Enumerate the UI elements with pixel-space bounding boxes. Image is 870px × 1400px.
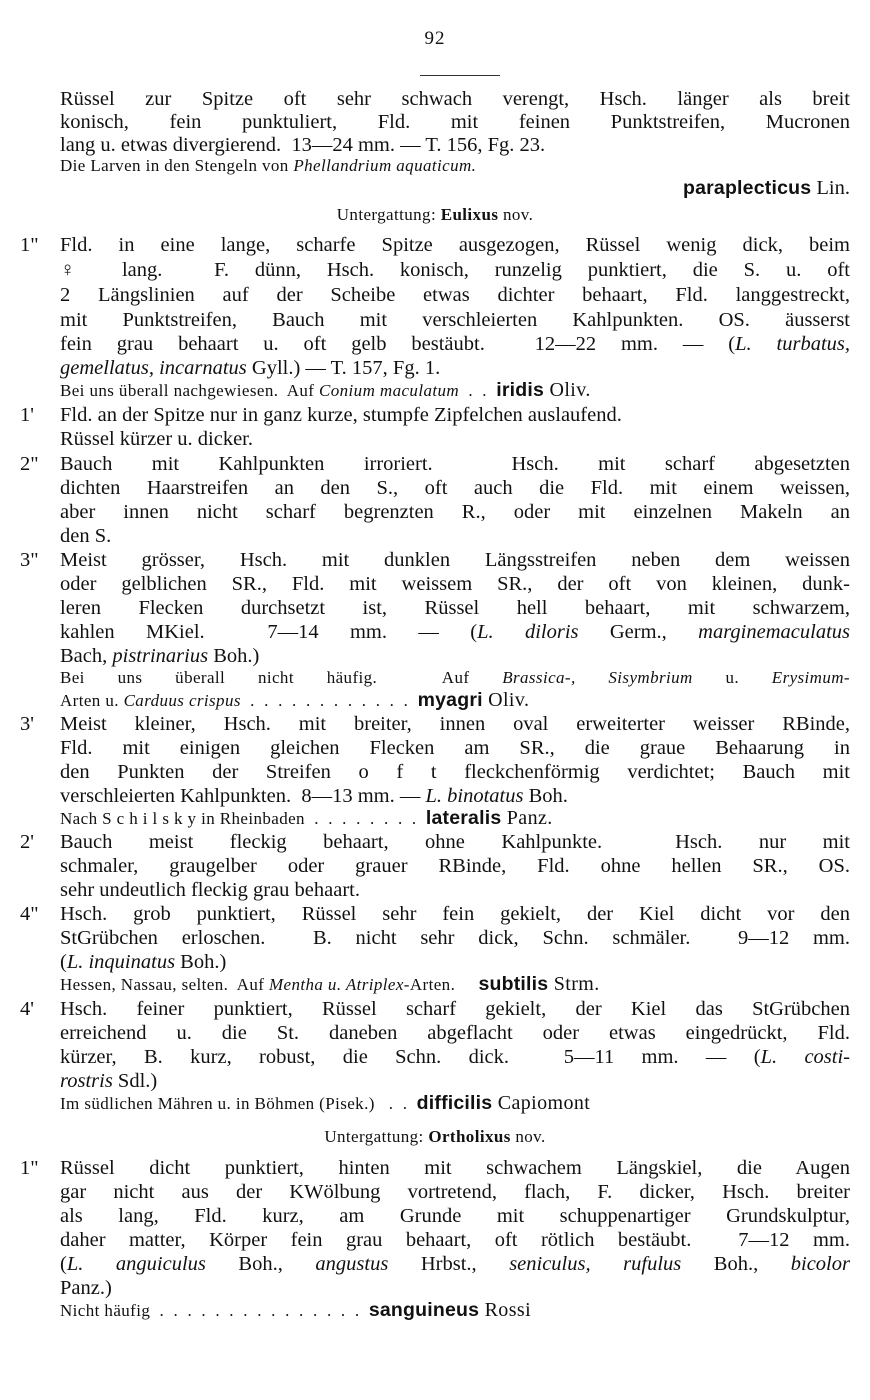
species-name: subtilis xyxy=(478,973,549,995)
text-line: konisch, fein punktuliert, Fld. mit feinen Punktstreifen, Mucronen xyxy=(60,111,850,133)
couplet-number: 1' xyxy=(20,404,34,426)
text-line: schmaler, graugelber oder grauer RBinde, Fld. ohne hellen SR., OS. xyxy=(60,855,850,877)
text-line: Bauch meist fleckig behaart, ohne Kahlpunkte. Hsch. nur mit xyxy=(60,831,850,853)
text-line: erreichend u. die St. daneben abgeflacht oder etwas eingedrückt, Fld. xyxy=(60,1022,850,1044)
subgenus-heading: Untergattung: Ortholixus nov. xyxy=(324,1127,546,1146)
subgenus-heading: Untergattung: Eulixus nov. xyxy=(336,205,534,224)
couplet-number: 4" xyxy=(20,903,39,925)
species-name: sanguineus xyxy=(368,1299,480,1321)
species-line: Bei uns überall nachgewiesen. Auf Conium maculatum . . iridis Oliv. xyxy=(60,379,591,401)
couplet-number: 3" xyxy=(20,549,39,571)
species-line: Im südlichen Mähren u. in Böhmen (Pisek.) . . difficilis Capiomont xyxy=(60,1092,591,1114)
text-line: als lang, Fld. kurz, am Grunde mit schuppenartiger Grundskulptur, xyxy=(60,1205,850,1227)
text-line: kahlen MKiel. 7—14 mm. — (L. diloris Germ., marginemaculatus xyxy=(60,621,850,643)
text-line: Rüssel dicht punktiert, hinten mit schwachem Längskiel, die Augen xyxy=(60,1157,850,1179)
habitat-line: Bei uns überall nicht häufig. Auf Brassica-, Sisymbrium u. Erysimum- xyxy=(60,668,850,687)
text-line: gar nicht aus der KWölbung vortretend, flach, F. dicker, Hsch. breiter xyxy=(60,1181,850,1203)
species-line: paraplecticus Lin. xyxy=(682,177,850,199)
species-line: Arten u. Carduus crispus . . . . . . . . . . . . myagri Oliv. xyxy=(60,689,530,711)
text-line: kürzer, B. kurz, robust, die Schn. dick. 5—11 mm. — (L. costi- xyxy=(60,1046,850,1068)
species-line: Hessen, Nassau, selten. Auf Mentha u. Atriplex-Arten. subtilis Strm. xyxy=(60,973,600,995)
species-name: lateralis xyxy=(425,807,502,829)
text-line: ♀ lang. F. dünn, Hsch. konisch, runzelig punktiert, die S. u. oft xyxy=(60,259,850,281)
text-line: Meist grösser, Hsch. mit dunklen Längsstreifen neben dem weissen xyxy=(60,549,850,571)
text-line: Rüssel kürzer u. dicker. xyxy=(60,428,253,450)
text-line: mit Punktstreifen, Bauch mit verschleierten Kahlpunkten. OS. äusserst xyxy=(60,309,850,331)
text-line: Fld. mit einigen gleichen Flecken am SR., die graue Behaarung in xyxy=(60,737,850,759)
couplet-number: 3' xyxy=(20,713,34,735)
text-line: Bach, pistrinarius Boh.) xyxy=(60,645,260,667)
text-line: Panz.) xyxy=(60,1277,112,1299)
text-line: aber innen nicht scharf begrenzten R., oder mit einzelnen Makeln an xyxy=(60,501,850,523)
text-line: daher matter, Körper fein grau behaart, oft rötlich bestäubt. 7—12 mm. xyxy=(60,1229,850,1251)
text-line: fein grau behaart u. oft gelb bestäubt. 12—22 mm. — (L. turbatus, xyxy=(60,333,851,355)
text-line: verschleierten Kahlpunkten. 8—13 mm. — L. binotatus Boh. xyxy=(60,785,568,807)
text-line: Hsch. feiner punktiert, Rüssel scharf gekielt, der Kiel das StGrübchen xyxy=(60,998,850,1020)
text-line: den S. xyxy=(60,525,112,547)
text-line: Fld. in eine lange, scharfe Spitze ausgezogen, Rüssel wenig dick, beim xyxy=(60,234,850,256)
text-line: 2 Längslinien auf der Scheibe etwas dichter behaart, Fld. langgestreckt, xyxy=(60,284,850,306)
species-name: paraplecticus xyxy=(682,177,812,199)
text-line: den Punkten der Streifen o f t fleckchenförmig verdichtet; Bauch mit xyxy=(60,761,850,783)
text-line: Meist kleiner, Hsch. mit breiter, innen oval erweiterter weisser RBinde, xyxy=(60,713,850,735)
text-line: Rüssel zur Spitze oft sehr schwach verengt, Hsch. länger als breit xyxy=(60,88,850,110)
text-line: gemellatus, incarnatus Gyll.) — T. 157, Fg. 1. xyxy=(60,357,441,379)
text-line: sehr undeutlich fleckig grau behaart. xyxy=(60,879,360,901)
text-line: leren Flecken durchsetzt ist, Rüssel hell behaart, mit schwarzem, xyxy=(60,597,850,619)
page-number: 92 xyxy=(424,28,446,49)
text-line: rostris Sdl.) xyxy=(60,1070,158,1092)
text-line: StGrübchen erloschen. B. nicht sehr dick, Schn. schmäler. 9—12 mm. xyxy=(60,927,850,949)
text-line: (L. inquinatus Boh.) xyxy=(60,951,227,973)
text-line: Fld. an der Spitze nur in ganz kurze, stumpfe Zipfelchen auslaufend. xyxy=(60,404,622,426)
page-number-rule xyxy=(420,75,500,76)
couplet-number: 4' xyxy=(20,998,34,1020)
text-line: dichten Haarstreifen an den S., oft auch die Fld. mit einem weissen, xyxy=(60,477,850,499)
species-line: Nicht häufig . . . . . . . . . . . . . . . sanguineus Rossi xyxy=(60,1299,532,1321)
habitat-line: Die Larven in den Stengeln von Phellandrium aquaticum. xyxy=(60,156,477,175)
species-name: myagri xyxy=(417,689,483,711)
couplet-number: 2" xyxy=(20,453,39,475)
couplet-number: 1" xyxy=(20,1157,39,1179)
couplet-number: 1" xyxy=(20,234,39,256)
couplet-number: 2' xyxy=(20,831,34,853)
text-line: oder gelblichen SR., Fld. mit weissem SR., der oft von kleinen, dunk- xyxy=(60,573,850,595)
text-line: Hsch. grob punktiert, Rüssel sehr fein gekielt, der Kiel dicht vor den xyxy=(60,903,850,925)
species-name: difficilis xyxy=(416,1092,493,1114)
species-line: Nach S c h i l s k y in Rheinbaden . . . . . . . . lateralis Panz. xyxy=(60,807,553,829)
text-line: lang u. etwas divergierend. 13—24 mm. — T. 156, Fg. 23. xyxy=(60,134,546,156)
text-line: (L. anguiculus Boh., angustus Hrbst., seniculus, rufulus Boh., bicolor xyxy=(60,1253,850,1275)
species-name: iridis xyxy=(496,379,545,401)
text-line: Bauch mit Kahlpunkten irroriert. Hsch. mit scharf abgesetzten xyxy=(60,453,850,475)
